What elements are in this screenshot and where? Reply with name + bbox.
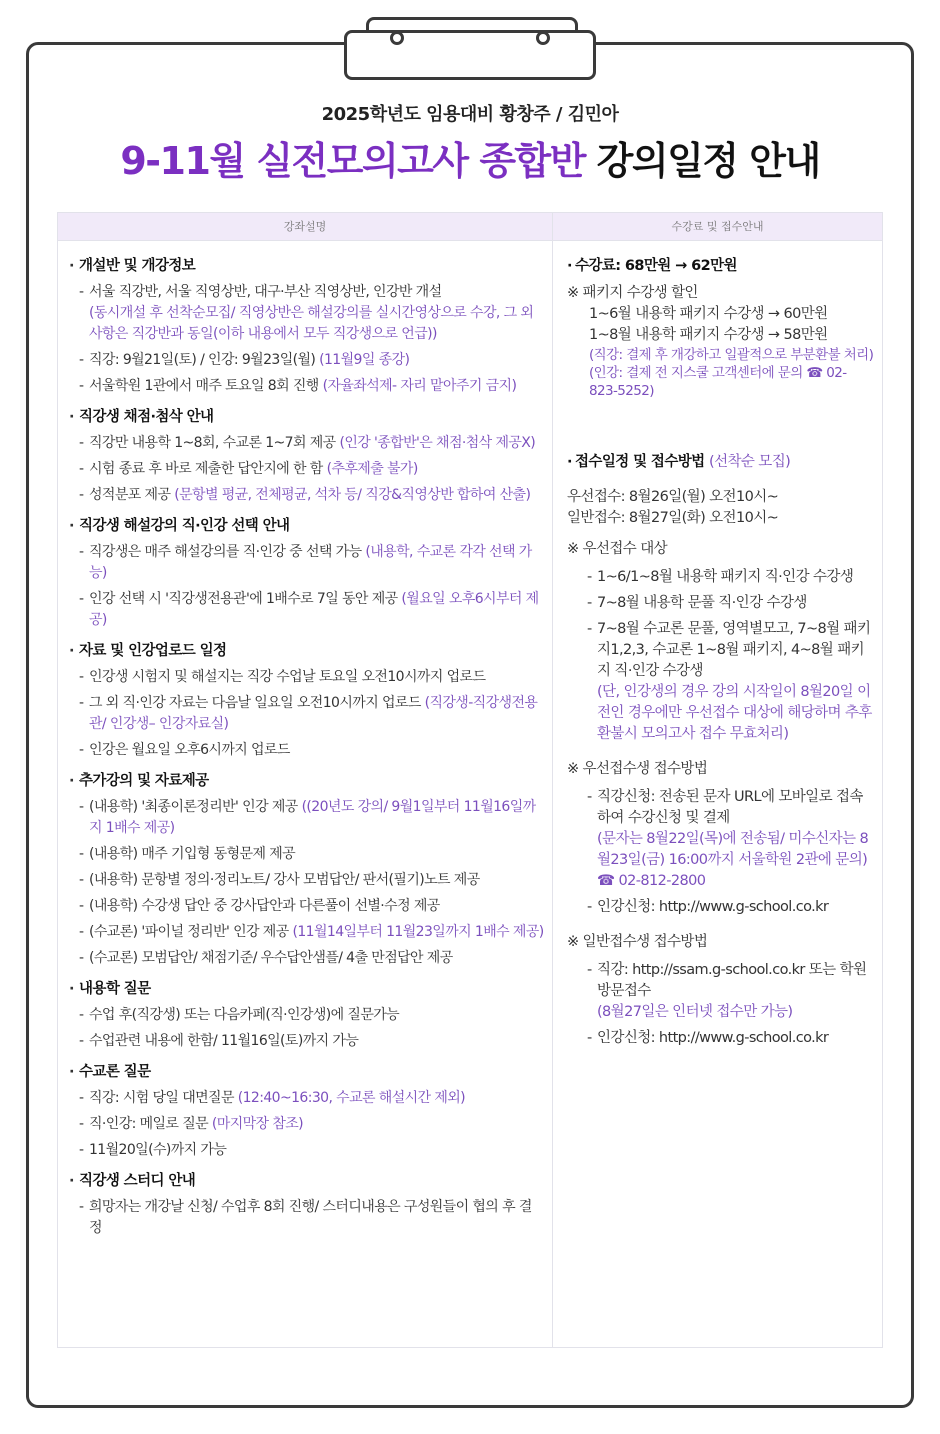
- general-method-title: ※ 일반접수생 접수방법: [567, 934, 708, 950]
- list-item: - 7~8월 수교론 문풀, 영역별모고, 7~8월 패키지1,2,3, 수교론 1~8월 패키지, 4~8월 패키지 직·인강 수강생 (단, 인강생의 경우 강의 시작일이 8월20일 이전인 경우에만 우선접수 대상에 해당하며 추후 환불시 모의고사 접수 무효처리): [567, 619, 874, 745]
- section-title: · 직강생 해설강의 직·인강 선택 안내: [69, 516, 544, 537]
- right-column-header: 수강료 및 접수안내: [553, 213, 882, 241]
- section-extra-materials: [69, 771, 544, 969]
- fee-block: [567, 256, 874, 400]
- section-title: · 내용학 질문: [69, 979, 544, 1000]
- priority-target-title: ※ 우선접수 대상: [567, 541, 668, 557]
- list-item: - 서울학원 1관에서 매주 토요일 8회 진행 (자율좌석제- 자리 맡아주기 금지): [69, 376, 544, 397]
- clip-body: [344, 30, 596, 80]
- list-item: - (수교론) 모범답안/ 채점기준/ 우수답안샘플/ 4출 만점답안 제공: [69, 948, 544, 969]
- list-item: - 1~6/1~8월 내용학 패키지 직·인강 수강생: [567, 567, 874, 588]
- list-item: - 인강생 시험지 및 해설지는 직강 수업날 토요일 오전10시까지 업로드: [69, 667, 544, 688]
- list-item: - 희망자는 개강날 신청/ 수업후 8회 진행/ 스터디내용은 구성원들이 협의 후 결정: [69, 1197, 544, 1239]
- section-study-group: [69, 1171, 544, 1239]
- clip-hole-right: [536, 31, 550, 45]
- list-item: - (내용학) 수강생 답안 중 강사답안과 다른풀이 선별·수정 제공: [69, 896, 544, 917]
- list-item: - 직강만 내용학 1~8회, 수교론 1~7회 제공 (인강 '종합반'은 채점·첨삭 제공X): [69, 433, 544, 454]
- section-grading: [69, 407, 544, 506]
- list-item: - 서울 직강반, 서울 직영상반, 대구·부산 직영상반, 인강반 개설 (동시개설 후 선착순모집/ 직영상반은 해설강의를 실시간영상으로 수강, 그 외 사항은 직강반과 동일(이하 내용에서 모두 직강생으로 언급)): [69, 282, 544, 345]
- section-pedagogy-questions: [69, 1062, 544, 1161]
- list-item: - 직강: 시험 당일 대면질문 (12:40~16:30, 수교론 해설시간 제외): [69, 1088, 544, 1109]
- section-title: · 직강생 스터디 안내: [69, 1171, 544, 1192]
- section-title: · 자료 및 인강업로드 일정: [69, 641, 544, 662]
- section-content-questions: [69, 979, 544, 1052]
- list-item: - 11월20일(수)까지 가능: [69, 1140, 544, 1161]
- course-description-column: [58, 213, 553, 1347]
- section-opening-info: [69, 256, 544, 397]
- refund-note: (직강: 결제 후 개강하고 일괄적으로 부분환불 처리): [589, 347, 874, 363]
- title-highlight: 9-11월 실전모의고사 종합반: [120, 139, 585, 183]
- list-item: - (내용학) 문항별 정의·정리노트/ 강사 모범답안/ 판서(필기)노트 제공: [69, 870, 544, 891]
- fee-registration-column: [553, 213, 882, 1347]
- schedule-table: [57, 212, 883, 1348]
- list-item: - 직·인강: 메일로 질문 (마지막장 참조): [69, 1114, 544, 1135]
- list-item: - 직강: 9월21일(토) / 인강: 9월23일(월) (11월9일 종강): [69, 350, 544, 371]
- registration-title: · 접수일정 및 접수방법 (선착순 모집): [567, 452, 874, 473]
- priority-method-title: ※ 우선접수생 접수방법: [567, 761, 708, 777]
- discount-line: 1~6월 내용학 패키지 수강생 → 60만원: [589, 306, 828, 322]
- list-item: - 그 외 직·인강 자료는 다음날 일요일 오전10시까지 업로드 (직강생-직강생전용관/ 인강생– 인강자료실): [69, 693, 544, 735]
- section-lecture-choice: [69, 516, 544, 631]
- fee-title: · 수강료: 68만원 → 62만원: [567, 256, 874, 277]
- page-subtitle: 2025학년도 임용대비 황창주 / 김민아: [321, 104, 619, 125]
- list-item: - 7~8월 내용학 문풀 직·인강 수강생: [567, 593, 874, 614]
- general-date: 일반접수: 8월27일(화) 오전10시~: [567, 510, 779, 526]
- package-discount-note: ※ 패키지 수강생 할인: [567, 285, 698, 301]
- list-item: - 인강신청: http://www.g-school.co.kr: [567, 897, 874, 918]
- list-item: - 인강신청: http://www.g-school.co.kr: [567, 1028, 874, 1049]
- list-item: - 직강생은 매주 해설강의를 직·인강 중 선택 가능 (내용학, 수교론 각각 선택 가능): [69, 542, 544, 584]
- section-title: · 개설반 및 개강정보: [69, 256, 544, 277]
- list-item: - 시험 종료 후 바로 제출한 답안지에 한 함 (추후제출 불가): [69, 459, 544, 480]
- section-title: · 직강생 채점·첨삭 안내: [69, 407, 544, 428]
- clip-hole-left: [390, 31, 404, 45]
- list-item: - 성적분포 제공 (문항별 평균, 전체평균, 석차 등/ 직강&직영상반 합하여 산출): [69, 485, 544, 506]
- list-item: - 직강신청: 전송된 문자 URL에 모바일로 접속하여 수강신청 및 결제 (문자는 8월22일(목)에 전송됨/ 미수신자는 8월23일(금) 16:00까지 서울학원 2관에 문의) ☎ 02-812-2800: [567, 787, 874, 892]
- section-upload-schedule: [69, 641, 544, 761]
- priority-date: 우선접수: 8월26일(월) 오전10시~: [567, 489, 779, 505]
- left-column-header: 강좌설명: [58, 213, 552, 241]
- list-item: - 직강: http://ssam.g-school.co.kr 또는 학원방문접수 (8월27일은 인터넷 접수만 가능): [567, 960, 874, 1023]
- registration-block: [567, 452, 874, 1049]
- page-title: [0, 130, 940, 185]
- section-title: · 추가강의 및 자료제공: [69, 771, 544, 792]
- list-item: - (내용학) 매주 기입형 동형문제 제공: [69, 844, 544, 865]
- contact-note: (인강: 결제 전 지스쿨 고객센터에 문의 ☎ 02-823-5252): [589, 365, 847, 399]
- list-item: - (수교론) '파이널 정리반' 인강 제공 (11월14일부터 11월23일까지 1배수 제공): [69, 922, 544, 943]
- list-item: - (내용학) '최종이론정리반' 인강 제공 ((20년도 강의/ 9월1일부터 11월16일까지 1배수 제공): [69, 797, 544, 839]
- list-item: - 인강 선택 시 '직강생전용관'에 1배수로 7일 동안 제공 (월요일 오후6시부터 제공): [69, 589, 544, 631]
- list-item: - 수업관련 내용에 한함/ 11월16일(토)까지 가능: [69, 1031, 544, 1052]
- section-title: · 수교론 질문: [69, 1062, 544, 1083]
- list-item: - 인강은 월요일 오후6시까지 업로드: [69, 740, 544, 761]
- discount-line: 1~8월 내용학 패키지 수강생 → 58만원: [589, 327, 828, 343]
- title-rest: 강의일정 안내: [584, 139, 820, 183]
- list-item: - 수업 후(직강생) 또는 다음카페(직·인강생)에 질문가능: [69, 1005, 544, 1026]
